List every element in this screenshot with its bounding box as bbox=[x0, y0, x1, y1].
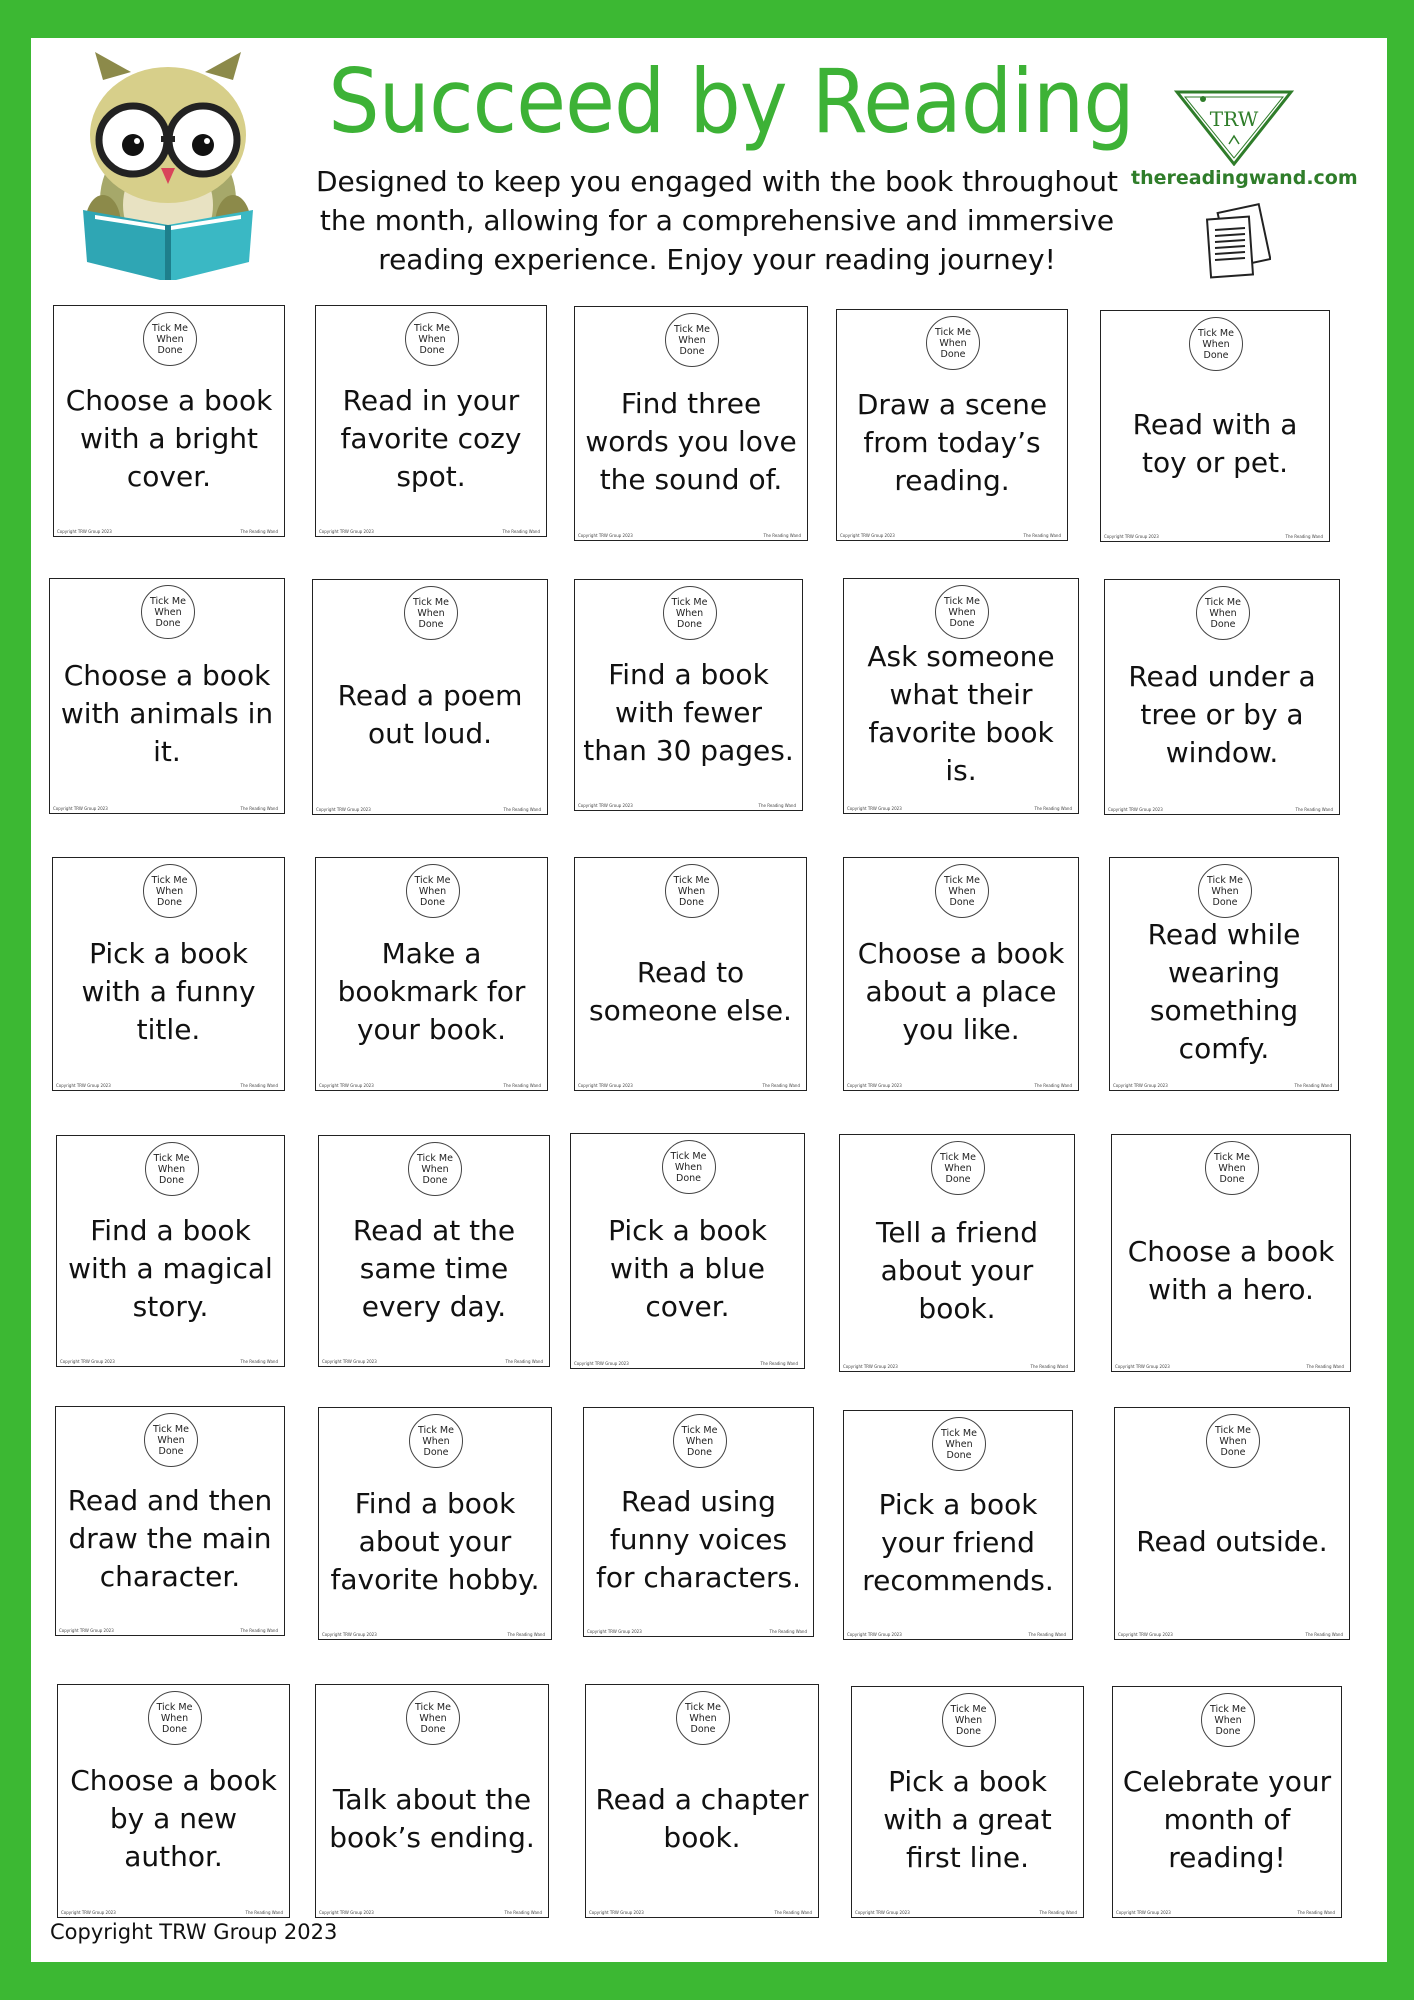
task-text: Read outside. bbox=[1136, 1524, 1328, 1558]
tick-me-checkbox[interactable] bbox=[148, 1691, 202, 1745]
card-brand: The Reading Wand bbox=[758, 803, 796, 808]
task-text: Find three words you love the sound of. bbox=[585, 386, 797, 496]
card-brand: The Reading Wand bbox=[240, 806, 278, 811]
card-copyright: Copyright TRW Group 2023 bbox=[61, 1910, 116, 1915]
task-text: Choose a book with animals in it. bbox=[60, 659, 274, 768]
task-text: Choose a book about a place you like. bbox=[857, 937, 1065, 1046]
tick-me-checkbox[interactable] bbox=[143, 312, 197, 366]
task-text: Ask someone what their favorite book is. bbox=[867, 640, 1055, 787]
tick-me-label bbox=[146, 1153, 198, 1186]
tick-me-checkbox[interactable] bbox=[665, 313, 719, 367]
card-brand: The Reading Wand bbox=[1294, 1083, 1332, 1088]
tick-me-label-line1: Tick Me bbox=[414, 874, 451, 886]
tick-me-label bbox=[936, 875, 988, 908]
tick-me-label bbox=[943, 1704, 995, 1737]
task-text: Find a book with fewer than 30 pages. bbox=[583, 658, 794, 767]
tick-me-checkbox[interactable] bbox=[932, 1417, 986, 1471]
tick-me-label bbox=[406, 323, 458, 356]
task-text: Read a poem out loud. bbox=[337, 679, 523, 750]
card-brand: The Reading Wand bbox=[1297, 1910, 1335, 1915]
tick-me-checkbox[interactable] bbox=[662, 1140, 716, 1194]
task-card bbox=[839, 1134, 1075, 1372]
task-card bbox=[843, 857, 1079, 1091]
tick-me-label-line1: Tick Me bbox=[152, 322, 188, 334]
tick-me-label bbox=[927, 327, 979, 360]
card-brand: The Reading Wand bbox=[240, 1083, 278, 1088]
tick-me-checkbox[interactable] bbox=[1189, 317, 1243, 371]
tick-me-checkbox[interactable] bbox=[663, 586, 717, 640]
tick-me-label bbox=[674, 1425, 726, 1458]
tick-me-label-line2: When Done bbox=[160, 1712, 189, 1735]
card-copyright: Copyright TRW Group 2023 bbox=[587, 1629, 642, 1634]
task-text: Choose a book with a hero. bbox=[1127, 1235, 1335, 1306]
tick-me-checkbox[interactable] bbox=[673, 1414, 727, 1468]
card-copyright: Copyright TRW Group 2023 bbox=[322, 1359, 377, 1364]
task-card bbox=[843, 578, 1079, 814]
tick-me-checkbox[interactable] bbox=[931, 1141, 985, 1195]
card-copyright: Copyright TRW Group 2023 bbox=[847, 1632, 902, 1637]
tick-me-label bbox=[409, 1153, 461, 1186]
tick-me-label bbox=[664, 597, 716, 630]
tick-me-label-line2: When Done bbox=[156, 333, 184, 356]
task-card bbox=[57, 1684, 290, 1918]
tick-me-label-line2: When Done bbox=[157, 1163, 186, 1186]
card-brand: The Reading Wand bbox=[769, 1629, 807, 1634]
card-copyright: Copyright TRW Group 2023 bbox=[1113, 1083, 1168, 1088]
card-copyright: Copyright TRW Group 2023 bbox=[589, 1910, 644, 1915]
logo-text: TRW bbox=[1209, 107, 1259, 131]
tick-me-label bbox=[145, 1424, 197, 1457]
card-copyright: Copyright TRW Group 2023 bbox=[1104, 534, 1159, 539]
task-text: Read under a tree or by a window. bbox=[1128, 660, 1316, 769]
tick-me-label-line1: Tick Me bbox=[1210, 1703, 1246, 1715]
tick-me-label-line1: Tick Me bbox=[1198, 327, 1234, 339]
tick-me-checkbox[interactable] bbox=[404, 586, 458, 640]
task-text: Choose a book by a new author. bbox=[70, 1764, 277, 1873]
tick-me-checkbox[interactable] bbox=[676, 1691, 730, 1745]
card-copyright: Copyright TRW Group 2023 bbox=[855, 1910, 910, 1915]
task-card bbox=[318, 1135, 550, 1367]
task-card bbox=[1104, 579, 1340, 815]
tick-me-checkbox[interactable] bbox=[406, 864, 460, 918]
task-text: Read and then draw the main character. bbox=[67, 1484, 273, 1593]
tick-me-label bbox=[936, 596, 988, 629]
task-text: Find a book about your favorite hobby. bbox=[330, 1486, 540, 1596]
task-card bbox=[836, 309, 1068, 541]
tick-me-checkbox[interactable] bbox=[942, 1693, 996, 1747]
copyright-text: Copyright TRW Group 2023 bbox=[50, 1920, 338, 1944]
tick-me-label-line2: When Done bbox=[948, 885, 976, 908]
page-subtitle: Designed to keep you engaged with the book throughout the month, allowing for a comprehensive and immersive reading experience. Enjoy your reading journey! bbox=[315, 165, 1119, 276]
card-brand: The Reading Wand bbox=[760, 1361, 798, 1366]
card-copyright: Copyright TRW Group 2023 bbox=[319, 1910, 374, 1915]
task-text: Pick a book with a funny title. bbox=[81, 937, 256, 1046]
tick-me-label bbox=[407, 875, 459, 908]
tick-me-label-line1: Tick Me bbox=[1214, 1151, 1250, 1163]
tick-me-label-line2: When Done bbox=[1218, 1162, 1246, 1185]
tick-me-checkbox[interactable] bbox=[409, 1414, 463, 1468]
tick-me-label bbox=[142, 596, 194, 629]
tick-me-checkbox[interactable] bbox=[1198, 864, 1252, 918]
tick-me-label bbox=[1199, 875, 1251, 908]
card-copyright: Copyright TRW Group 2023 bbox=[60, 1359, 115, 1364]
card-copyright: Copyright TRW Group 2023 bbox=[316, 807, 371, 812]
tick-me-label-line1: Tick Me bbox=[685, 1701, 721, 1713]
tick-me-checkbox[interactable] bbox=[406, 1691, 460, 1745]
task-card bbox=[851, 1686, 1084, 1918]
tick-me-label bbox=[1207, 1425, 1259, 1458]
tick-me-label bbox=[663, 1151, 715, 1184]
card-brand: The Reading Wand bbox=[1034, 1083, 1072, 1088]
task-card bbox=[53, 305, 285, 537]
tick-me-label-line1: Tick Me bbox=[935, 326, 971, 338]
task-card bbox=[52, 857, 285, 1091]
tick-me-checkbox[interactable] bbox=[935, 585, 989, 639]
task-text: Read using funny voices for characters. bbox=[596, 1485, 801, 1594]
task-text: Read a chapter book. bbox=[595, 1783, 809, 1854]
card-brand: The Reading Wand bbox=[1030, 1364, 1068, 1369]
tick-me-label-line2: When Done bbox=[948, 606, 976, 629]
task-text: Read in your favorite cozy spot. bbox=[340, 384, 522, 493]
tick-me-label-line1: Tick Me bbox=[153, 1152, 190, 1164]
tick-me-checkbox[interactable] bbox=[665, 864, 719, 918]
card-brand: The Reading Wand bbox=[1034, 806, 1072, 811]
tick-me-label-line2: When Done bbox=[944, 1162, 972, 1185]
card-copyright: Copyright TRW Group 2023 bbox=[322, 1632, 377, 1637]
tick-me-label-line2: When Done bbox=[678, 334, 706, 357]
task-text: Read while wearing something comfy. bbox=[1147, 918, 1301, 1065]
card-copyright: Copyright TRW Group 2023 bbox=[847, 806, 902, 811]
tick-me-checkbox[interactable] bbox=[405, 312, 459, 366]
task-text: Pick a book with a great first line. bbox=[883, 1765, 1052, 1874]
task-text: Draw a scene from today’s reading. bbox=[856, 388, 1048, 497]
card-copyright: Copyright TRW Group 2023 bbox=[1118, 1632, 1173, 1637]
task-text: Tell a friend about your book. bbox=[876, 1216, 1038, 1325]
tick-me-label-line2: When Done bbox=[1211, 885, 1239, 908]
task-card bbox=[49, 578, 285, 814]
tick-me-label bbox=[407, 1702, 459, 1735]
card-brand: The Reading Wand bbox=[1028, 1632, 1066, 1637]
tick-me-label-line2: When Done bbox=[954, 1714, 983, 1737]
task-text: Pick a book your friend recommends. bbox=[862, 1488, 1054, 1597]
activity-sheet bbox=[31, 38, 1387, 1962]
task-card bbox=[56, 1135, 285, 1367]
card-copyright: Copyright TRW Group 2023 bbox=[578, 1083, 633, 1088]
task-text: Read with a toy or pet. bbox=[1132, 408, 1298, 479]
tick-me-label bbox=[932, 1152, 984, 1185]
task-card bbox=[315, 857, 548, 1091]
task-text: Choose a book with a bright cover. bbox=[65, 384, 273, 493]
tick-me-label-line1: Tick Me bbox=[944, 874, 980, 886]
tick-me-label-line2: When Done bbox=[1202, 338, 1230, 361]
tick-me-checkbox[interactable] bbox=[143, 864, 197, 918]
tick-me-label bbox=[144, 875, 196, 908]
tick-me-label-line1: Tick Me bbox=[150, 595, 186, 607]
card-brand: The Reading Wand bbox=[1023, 533, 1061, 538]
tick-me-label-line1: Tick Me bbox=[1207, 874, 1243, 886]
task-card bbox=[1112, 1686, 1342, 1918]
card-copyright: Copyright TRW Group 2023 bbox=[578, 803, 633, 808]
tick-me-label-line2: When Done bbox=[422, 1435, 450, 1458]
task-card bbox=[1109, 857, 1339, 1091]
task-card bbox=[583, 1407, 814, 1637]
card-brand: The Reading Wand bbox=[504, 1910, 542, 1915]
tick-me-label-line2: When Done bbox=[417, 607, 445, 630]
task-card bbox=[312, 579, 548, 815]
tick-me-label-line2: When Done bbox=[154, 606, 182, 629]
card-brand: The Reading Wand bbox=[240, 529, 278, 534]
task-text: Read at the same time every day. bbox=[352, 1214, 516, 1323]
card-copyright: Copyright TRW Group 2023 bbox=[319, 1083, 374, 1088]
task-text: Celebrate your month of reading! bbox=[1122, 1765, 1332, 1874]
tick-me-label-line2: When Done bbox=[674, 1161, 703, 1184]
tick-me-label-line2: When Done bbox=[418, 885, 447, 908]
task-card bbox=[1100, 310, 1330, 542]
task-card bbox=[570, 1133, 805, 1369]
task-card bbox=[585, 1684, 819, 1918]
card-brand: The Reading Wand bbox=[1306, 1364, 1344, 1369]
tick-me-label bbox=[410, 1425, 462, 1458]
task-text: Talk about the book’s ending. bbox=[329, 1783, 535, 1854]
tick-me-label-line2: When Done bbox=[675, 607, 704, 630]
tick-me-label-line1: Tick Me bbox=[415, 1701, 451, 1713]
tick-me-label-line2: When Done bbox=[677, 885, 706, 908]
card-copyright: Copyright TRW Group 2023 bbox=[847, 1083, 902, 1088]
owl-reading-icon bbox=[73, 50, 263, 280]
card-copyright: Copyright TRW Group 2023 bbox=[578, 533, 633, 538]
task-text: Find a book with a magical story. bbox=[68, 1214, 273, 1323]
card-brand: The Reading Wand bbox=[1285, 534, 1323, 539]
tick-me-checkbox[interactable] bbox=[1206, 1414, 1260, 1468]
tick-me-label-line1: Tick Me bbox=[670, 1150, 707, 1162]
tick-me-checkbox[interactable] bbox=[141, 585, 195, 639]
tick-me-label-line2: When Done bbox=[155, 885, 184, 908]
card-copyright: Copyright TRW Group 2023 bbox=[56, 1083, 111, 1088]
tick-me-label bbox=[933, 1428, 985, 1461]
tick-me-checkbox[interactable] bbox=[408, 1142, 462, 1196]
tick-me-checkbox[interactable] bbox=[1201, 1693, 1255, 1747]
card-copyright: Copyright TRW Group 2023 bbox=[1116, 1910, 1171, 1915]
trw-logo-icon bbox=[1169, 86, 1299, 166]
tick-me-checkbox[interactable] bbox=[144, 1413, 198, 1467]
tick-me-label-line1: Tick Me bbox=[414, 322, 450, 334]
tick-me-label-line2: When Done bbox=[419, 1712, 447, 1735]
tick-me-label-line2: When Done bbox=[939, 337, 967, 360]
tick-me-label-line1: Tick Me bbox=[1215, 1424, 1251, 1436]
tick-me-label-line2: When Done bbox=[1214, 1714, 1242, 1737]
tick-me-label-line1: Tick Me bbox=[944, 595, 980, 607]
card-copyright: Copyright TRW Group 2023 bbox=[53, 806, 108, 811]
task-card bbox=[55, 1406, 285, 1636]
tick-me-label-line1: Tick Me bbox=[674, 323, 710, 335]
card-brand: The Reading Wand bbox=[1295, 807, 1333, 812]
website-link[interactable]: thereadingwand.com bbox=[1131, 167, 1358, 189]
page-title: Succeed by Reading bbox=[328, 50, 1134, 153]
tick-me-label-line1: Tick Me bbox=[156, 1701, 193, 1713]
task-card bbox=[1111, 1134, 1351, 1372]
tick-me-label-line1: Tick Me bbox=[681, 1424, 718, 1436]
card-brand: The Reading Wand bbox=[245, 1910, 283, 1915]
tick-me-label-line1: Tick Me bbox=[418, 1424, 454, 1436]
tick-me-label bbox=[149, 1702, 201, 1735]
card-brand: The Reading Wand bbox=[503, 1083, 541, 1088]
tick-me-label-line2: When Done bbox=[1209, 607, 1237, 630]
tick-me-label bbox=[1206, 1152, 1258, 1185]
tick-me-label bbox=[1190, 328, 1242, 361]
tick-me-label-line1: Tick Me bbox=[1205, 596, 1241, 608]
task-text: Pick a book with a blue cover. bbox=[608, 1214, 767, 1323]
card-copyright: Copyright TRW Group 2023 bbox=[59, 1628, 114, 1633]
tick-me-label bbox=[144, 323, 196, 356]
task-card bbox=[574, 306, 808, 541]
task-card bbox=[1114, 1407, 1350, 1640]
tick-me-label-line2: When Done bbox=[685, 1435, 714, 1458]
card-brand: The Reading Wand bbox=[507, 1632, 545, 1637]
tick-me-label-line1: Tick Me bbox=[417, 1152, 453, 1164]
card-copyright: Copyright TRW Group 2023 bbox=[840, 533, 895, 538]
card-brand: The Reading Wand bbox=[505, 1359, 543, 1364]
task-text: Read to someone else. bbox=[589, 956, 792, 1027]
tick-me-checkbox[interactable] bbox=[1196, 586, 1250, 640]
card-brand: The Reading Wand bbox=[1305, 1632, 1343, 1637]
tick-me-label-line1: Tick Me bbox=[941, 1427, 977, 1439]
card-brand: The Reading Wand bbox=[774, 1910, 812, 1915]
tick-me-label-line2: When Done bbox=[421, 1163, 449, 1186]
card-copyright: Copyright TRW Group 2023 bbox=[57, 529, 112, 534]
card-brand: The Reading Wand bbox=[762, 1083, 800, 1088]
tick-me-label-line1: Tick Me bbox=[673, 874, 710, 886]
card-copyright: Copyright TRW Group 2023 bbox=[843, 1364, 898, 1369]
card-copyright: Copyright TRW Group 2023 bbox=[1108, 807, 1163, 812]
task-text: Make a bookmark for your book. bbox=[337, 937, 526, 1046]
tick-me-label bbox=[677, 1702, 729, 1735]
task-card bbox=[843, 1410, 1073, 1640]
tick-me-checkbox[interactable] bbox=[926, 316, 980, 370]
tick-me-label-line2: When Done bbox=[689, 1712, 717, 1735]
tick-me-label-line2: When Done bbox=[418, 333, 446, 356]
card-brand: The Reading Wand bbox=[502, 529, 540, 534]
card-brand: The Reading Wand bbox=[240, 1359, 278, 1364]
tick-me-label-line2: When Done bbox=[1219, 1435, 1247, 1458]
task-card bbox=[315, 305, 547, 537]
tick-me-label bbox=[666, 875, 718, 908]
card-brand: The Reading Wand bbox=[1039, 1910, 1077, 1915]
card-brand: The Reading Wand bbox=[240, 1628, 278, 1633]
task-card bbox=[574, 579, 803, 811]
tick-me-label-line1: Tick Me bbox=[413, 596, 449, 608]
tick-me-label-line1: Tick Me bbox=[151, 874, 188, 886]
task-card bbox=[318, 1407, 552, 1640]
documents-icon bbox=[1201, 202, 1271, 282]
tick-me-label bbox=[405, 597, 457, 630]
tick-me-label-line2: When Done bbox=[945, 1438, 973, 1461]
card-copyright: Copyright TRW Group 2023 bbox=[1115, 1364, 1170, 1369]
tick-me-label-line1: Tick Me bbox=[153, 1423, 189, 1435]
card-brand: The Reading Wand bbox=[763, 533, 801, 538]
task-card bbox=[315, 1684, 549, 1918]
card-copyright: Copyright TRW Group 2023 bbox=[574, 1361, 629, 1366]
card-copyright: Copyright TRW Group 2023 bbox=[319, 529, 374, 534]
tick-me-checkbox[interactable] bbox=[935, 864, 989, 918]
tick-me-label-line1: Tick Me bbox=[671, 596, 708, 608]
tick-me-label-line2: When Done bbox=[157, 1434, 185, 1457]
tick-me-checkbox[interactable] bbox=[145, 1142, 199, 1196]
card-brand: The Reading Wand bbox=[503, 807, 541, 812]
tick-me-label-line1: Tick Me bbox=[950, 1703, 987, 1715]
tick-me-checkbox[interactable] bbox=[1205, 1141, 1259, 1195]
tick-me-label-line1: Tick Me bbox=[940, 1151, 976, 1163]
tick-me-label bbox=[666, 324, 718, 357]
task-card bbox=[574, 857, 807, 1091]
tick-me-label bbox=[1202, 1704, 1254, 1737]
tick-me-label bbox=[1197, 597, 1249, 630]
